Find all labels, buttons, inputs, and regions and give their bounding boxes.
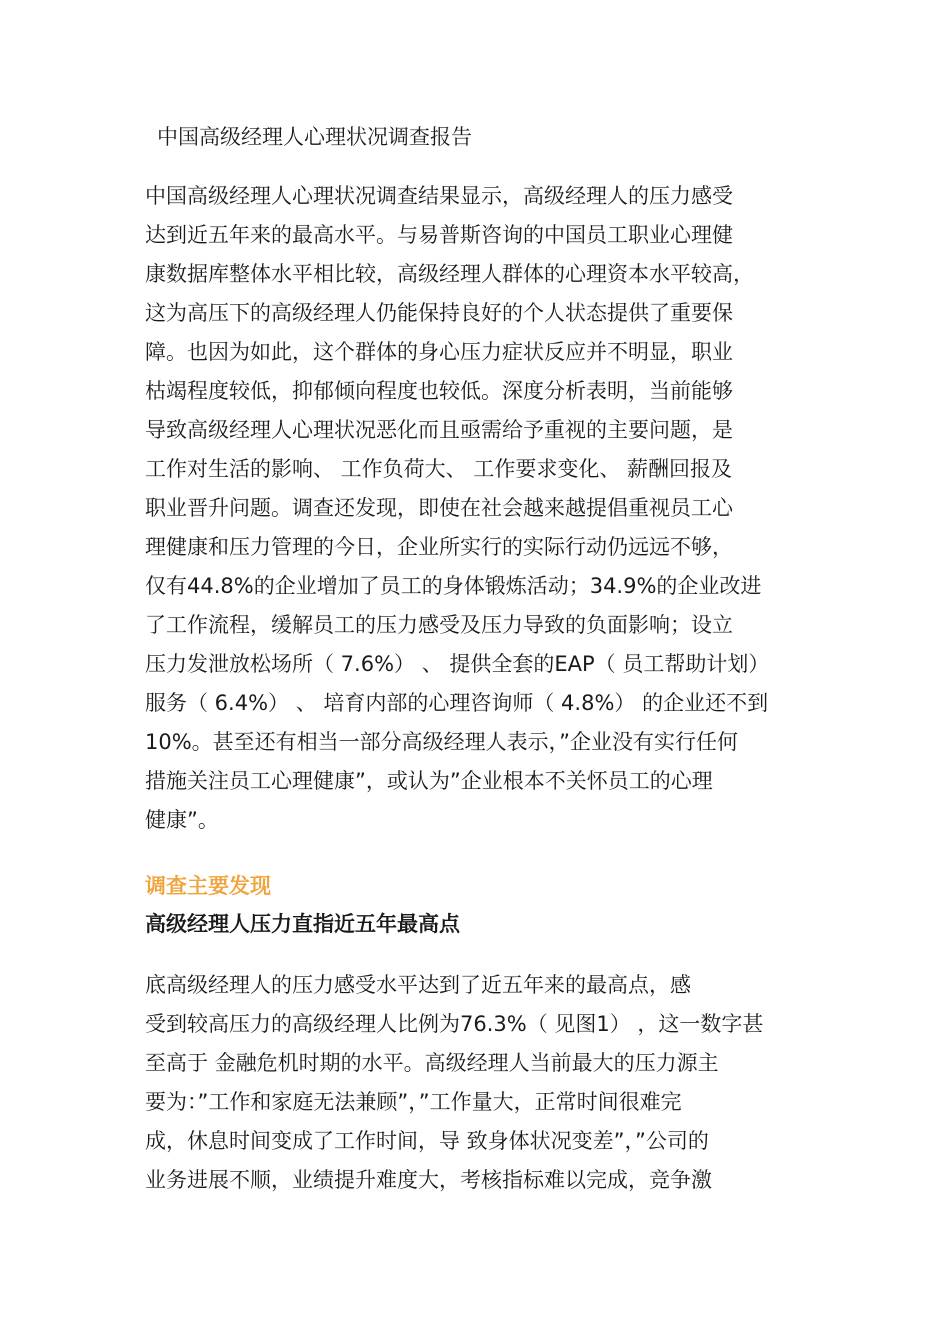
sub-heading: 高级经理人压力直指近五年最高点 (145, 912, 460, 936)
paragraph-line: 康数据库整体水平相比较，高级经理人群体的心理资本水平较高， (145, 262, 754, 286)
paragraph-line: 服务（ 6.4%） 、 培育内部的心理咨询师（ 4.8%） 的企业还不到 (145, 691, 769, 715)
paragraph-line: 中国高级经理人心理状况调查结果显示，高级经理人的压力感受 (145, 184, 733, 208)
paragraph-line: 理健康和压力管理的今日，企业所实行的实际行动仍远远不够， (145, 535, 733, 559)
paragraph-line: 了工作流程，缓解员工的压力感受及压力导致的负面影响；设立 (145, 613, 733, 637)
paragraph-line: 工作对生活的影响、 工作负荷大、 工作要求变化、 薪酬回报及 (145, 457, 733, 481)
paragraph-line: 措施关注员工心理健康”，或认为”企业根本不关怀员工的心理 (145, 769, 713, 793)
paragraph-line: 10%。甚至还有相当一部分高级经理人表示，”企业没有实行任何 (145, 730, 739, 754)
paragraph-line: 导致高级经理人心理状况恶化而且亟需给予重视的主要问题，是 (145, 418, 733, 442)
paragraph-line: 底高级经理人的压力感受水平达到了近五年来的最高点，感 (145, 973, 691, 997)
paragraph-line: 受到较高压力的高级经理人比例为76.3%（ 见图1） ，这一数字甚 (145, 1012, 764, 1036)
paragraph-line: 压力发泄放松场所（ 7.6%） 、 提供全套的EAP（ 员工帮助计划） (145, 652, 770, 676)
paragraph-line: 至高于 金融危机时期的水平。高级经理人当前最大的压力源主 (145, 1051, 719, 1075)
paragraph-line: 仅有44.8%的企业增加了员工的身体锻炼活动；34.9%的企业改进 (145, 574, 762, 598)
paragraph-line: 业务进展不顺，业绩提升难度大，考核指标难以完成，竞争激 (145, 1168, 712, 1192)
paragraph-line: 这为高压下的高级经理人仍能保持良好的个人状态提供了重要保 (145, 301, 733, 325)
paragraph-line: 障。也因为如此，这个群体的身心压力症状反应并不明显，职业 (145, 340, 733, 364)
finding-paragraph (145, 966, 825, 1200)
intro-paragraph (145, 177, 825, 840)
paragraph-line: 要为：”工作和家庭无法兼顾”，”工作量大，正常时间很难完 (145, 1090, 682, 1114)
paragraph-line: 枯竭程度较低，抑郁倾向程度也较低。深度分析表明，当前能够 (145, 379, 733, 403)
section-heading: 调查主要发现 (145, 874, 271, 898)
paragraph-line: 成，休息时间变成了工作时间，导 致身体状况变差”，”公司的 (145, 1129, 709, 1153)
document-title: 中国高级经理人心理状况调查报告 (157, 125, 472, 149)
paragraph-line: 达到近五年来的最高水平。与易普斯咨询的中国员工职业心理健 (145, 223, 733, 247)
paragraph-line: 职业晋升问题。调查还发现，即使在社会越来越提倡重视员工心 (145, 496, 733, 520)
paragraph-line: 健康”。 (145, 808, 219, 832)
